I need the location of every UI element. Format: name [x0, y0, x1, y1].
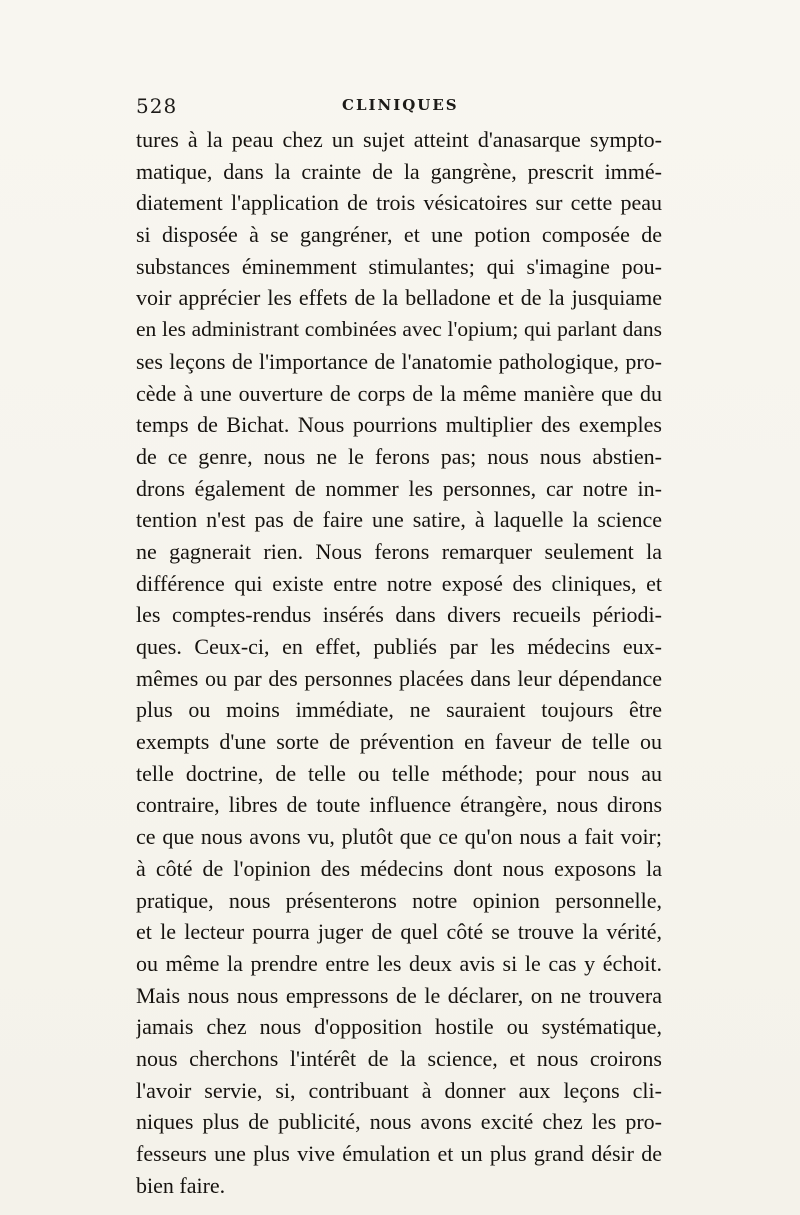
text-line: drons également de nommer les personnes, car notre in-: [136, 475, 662, 501]
text-line: bien faire.: [136, 1172, 226, 1198]
text-line: l'avoir servie, si, contribuant à donner aux leçons cli-: [136, 1077, 662, 1103]
text-line: tention n'est pas de faire une satire, à laquelle la science: [136, 507, 662, 533]
text-line: exempts d'une sorte de prévention en faveur de telle ou: [136, 729, 662, 755]
text-line: tures à la peau chez un sujet atteint d'anasarque sympto-: [136, 127, 662, 152]
text-line: plus ou moins immédiate, ne sauraient toujours être: [136, 697, 662, 723]
text-line: à côté de l'opinion des médecins dont nous exposons la: [136, 855, 662, 881]
text-line: cède à une ouverture de corps de la même manière que du: [136, 380, 662, 406]
text-line: mêmes ou par des personnes placées dans leur dépendance: [136, 665, 662, 691]
text-line: fesseurs une plus vive émulation et un plus grand désir de: [136, 1141, 662, 1166]
text-line: matique, dans la crainte de la gangrène, prescrit immé-: [136, 158, 662, 184]
text-line: diatement l'application de trois vésicatoires sur cette peau: [136, 190, 662, 216]
text-line: voir apprécier les effets de la belladone et de la jusquiame: [136, 285, 662, 311]
text-line: substances éminemment stimulantes; qui s'imagine pou-: [136, 253, 662, 279]
text-line: les comptes-rendus insérés dans divers recueils périodi-: [136, 602, 662, 628]
text-line: contraire, libres de toute influence étrangère, nous dirons: [136, 792, 662, 818]
body-text: [136, 124, 662, 1201]
text-line: ses leçons de l'importance de l'anatomie pathologique, pro-: [136, 348, 662, 374]
text-line: temps de Bichat. Nous pourrions multiplier des exemples: [136, 412, 662, 438]
page-header: [136, 92, 660, 124]
text-line: ou même la prendre entre les deux avis si le cas y échoit.: [136, 950, 662, 976]
text-line: de ce genre, nous ne le ferons pas; nous nous abstien-: [136, 443, 662, 469]
text-line: si disposée à se gangréner, et une potion composée de: [136, 222, 662, 248]
text-line: différence qui existe entre notre exposé des cliniques, et: [136, 570, 662, 596]
text-line: ce que nous avons vu, plutôt que ce qu'on nous a fait voir;: [136, 824, 662, 850]
text-line: en les administrant combinées avec l'opium; qui parlant dans: [136, 317, 662, 342]
text-line: niques plus de publicité, nous avons excité chez les pro-: [136, 1109, 662, 1135]
text-line: telle doctrine, de telle ou telle méthode; pour nous au: [136, 760, 662, 786]
text-line: pratique, nous présenterons notre opinion personnelle,: [136, 887, 662, 913]
text-line: Mais nous nous empressons de le déclarer, on ne trouvera: [136, 982, 662, 1008]
text-line: jamais chez nous d'opposition hostile ou systématique,: [136, 1014, 662, 1040]
page-number: 528: [136, 94, 178, 118]
running-title: CLINIQUES: [342, 96, 459, 114]
text-line: ques. Ceux-ci, en effet, publiés par les médecins eux-: [136, 634, 662, 659]
text-line: et le lecteur pourra juger de quel côté se trouve la vérité,: [136, 919, 662, 945]
text-line: ne gagnerait rien. Nous ferons remarquer seulement la: [136, 538, 662, 564]
text-line: nous cherchons l'intérêt de la science, et nous croirons: [136, 1045, 662, 1071]
